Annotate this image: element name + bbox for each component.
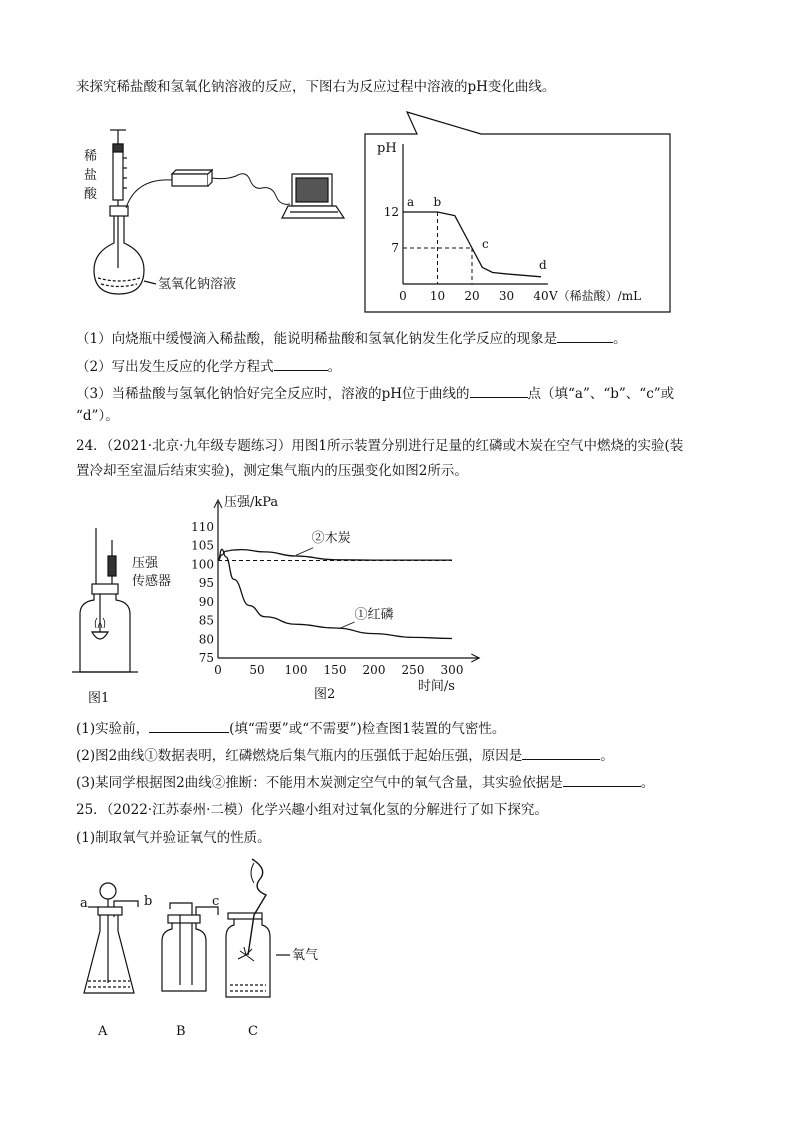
- fig1-apparatus: [70, 520, 190, 720]
- q24-2-answer-blank[interactable]: [522, 745, 600, 760]
- q24-head-1: 24．（2021·北京·九年级专题练习）用图1所示装置分别进行足量的红磷或木炭在空气中燃烧的实验(装: [76, 438, 684, 454]
- sensor-label-1: 压强: [132, 556, 159, 571]
- q23-3-line2: “d”）。: [76, 408, 119, 424]
- ph-point-a: a: [407, 195, 415, 209]
- p-x-tick-200: 200: [362, 663, 386, 677]
- q24-3-end: 。: [640, 775, 655, 791]
- laptop-icon: [282, 174, 344, 218]
- ph-x-tick-30: 30: [498, 289, 515, 303]
- q23-2-text: （2）写出发生反应的化学方程式: [76, 359, 274, 375]
- q24-3-text: (3)某同学根据图2曲线②推断：不能用木炭测定空气中的氧气含量，其实验依据是: [76, 775, 563, 791]
- p-y-tick-80: 80: [198, 632, 214, 647]
- p-y-tick-95: 95: [198, 576, 214, 590]
- p-curve-1: [218, 550, 452, 561]
- q23-2-end: 。: [327, 359, 342, 375]
- q24-1-end: (填“需要”或“不需要”)检查图1装置的气密性。: [229, 721, 506, 737]
- p-y-tick-85: 85: [198, 613, 214, 628]
- ph-point-b: b: [433, 195, 442, 209]
- flask-icon: [94, 206, 156, 294]
- q23-3-end: 点（填“a”、“b”、“c”或: [527, 386, 675, 402]
- ph-y-label: pH: [377, 141, 397, 156]
- q24-2: [76, 745, 614, 766]
- apparatus-c-icon: [226, 859, 290, 997]
- ph-x-tick-20: 20: [464, 289, 480, 303]
- p-series-label-charcoal: ②木炭: [311, 530, 351, 546]
- q24-1-answer-blank[interactable]: [149, 718, 229, 733]
- q23-1: [76, 328, 627, 349]
- apparatus-a-icon: [84, 883, 138, 993]
- p-curve-2: [218, 549, 452, 638]
- q24-1-text: (1)实验前，: [76, 721, 150, 737]
- laptop-wire: [212, 174, 290, 205]
- ph-y-tick-12: 12: [383, 205, 399, 219]
- q23-1-text: （1）向烧瓶中缓慢滴入稀盐酸，能说明稀盐酸和氢氧化钠发生化学反应的现象是: [76, 331, 558, 347]
- q25-head: 25．（2022·江苏泰州·二模）化学兴趣小组对过氧化氢的分解进行了如下探究。: [76, 802, 548, 818]
- ph-chart: [365, 106, 685, 306]
- ph-point-c: c: [482, 237, 489, 251]
- p-y-tick-110: 110: [191, 519, 214, 534]
- q23-3-text: （3）当稀盐酸与氢氧化钠恰好完全反应时，溶液的pH位于曲线的: [76, 386, 470, 402]
- q23-3-answer-blank[interactable]: [470, 383, 528, 398]
- apparatus-caption-a: A: [98, 1024, 108, 1039]
- p-leader-charcoal: [296, 548, 313, 556]
- apparatus-b-icon: [162, 903, 218, 991]
- apparatus-caption-b: B: [176, 1024, 186, 1039]
- p-y-tick-105: 105: [191, 538, 214, 553]
- q23-2: [76, 356, 341, 377]
- p-x-tick-0: 0: [214, 663, 222, 677]
- q24-3: [76, 772, 654, 793]
- p-y-tick-100: 100: [191, 557, 214, 572]
- pressure-sensor-icon: [108, 540, 116, 584]
- p-y-tick-90: 90: [198, 594, 214, 609]
- syringe-icon: [110, 130, 127, 206]
- apparatus-letter-b: b: [144, 894, 153, 909]
- p-series-label-phosphorus: ①红磷: [354, 607, 394, 623]
- q23-1-end: 。: [613, 331, 627, 347]
- flask-label: 氢氧化钠溶液: [158, 277, 237, 292]
- q23-1-answer-blank[interactable]: [557, 328, 613, 343]
- q24-head-2: 置冷却至室温后结束实验)，测定集气瓶内的压强变化如图2所示。: [76, 463, 468, 479]
- fig2-caption: 图2: [314, 687, 336, 702]
- apparatus-caption-c: C: [248, 1024, 258, 1039]
- p-y-tick-75: 75: [198, 651, 214, 665]
- p-x-tick-100: 100: [284, 663, 308, 677]
- p-x-tick-50: 50: [249, 663, 265, 677]
- sensor-label-2: 传感器: [132, 574, 172, 589]
- ph-x-tick-40: 40: [533, 289, 549, 303]
- p-leader-phosphorus: [339, 622, 355, 629]
- q25-1: (1)制取氧气并验证氧气的性质。: [76, 830, 271, 846]
- syringe-label-3: 酸: [84, 187, 98, 202]
- q24-1: [76, 718, 505, 739]
- q24-2-end: 。: [600, 748, 614, 764]
- p-x-tick-300: 300: [440, 663, 464, 677]
- apparatus-letter-c: c: [212, 894, 220, 909]
- ph-y-tick-7: 7: [391, 241, 399, 255]
- apparatus-letter-a: a: [80, 896, 88, 911]
- ph-x-tick-10: 10: [429, 289, 446, 303]
- pressure-chart: [180, 488, 480, 702]
- q24-2-text: (2)图2曲线①数据表明，红磷燃烧后集气瓶内的压强低于起始压强，原因是: [76, 748, 523, 764]
- p-x-label: 时间/s: [417, 679, 455, 694]
- q23-3: [76, 383, 674, 404]
- intro-line: 来探究稀盐酸和氢氧化钠溶液的反应，下图右为反应过程中溶液的pH变化曲线。: [76, 79, 556, 95]
- sensor-wire: [126, 180, 172, 208]
- oxygen-apparatus-figure: [76, 855, 356, 1055]
- ph-point-d: d: [539, 257, 547, 272]
- q23-2-answer-blank[interactable]: [274, 356, 328, 371]
- p-y-label: 压强/kPa: [224, 495, 279, 510]
- syringe-label-2: 盐: [84, 168, 98, 183]
- p-x-tick-250: 250: [401, 663, 425, 677]
- p-x-tick-150: 150: [323, 663, 347, 677]
- gas-bottle-icon: [72, 584, 138, 672]
- data-logger-icon: [172, 170, 212, 186]
- ph-x-tick-0: 0: [399, 289, 407, 303]
- q24-3-answer-blank[interactable]: [563, 772, 641, 787]
- ph-x-label: V（稀盐酸）/mL: [549, 289, 642, 303]
- syringe-label-1: 稀: [84, 149, 98, 164]
- oxygen-label: 氧气: [292, 948, 319, 963]
- fig1-caption: 图1: [88, 691, 110, 706]
